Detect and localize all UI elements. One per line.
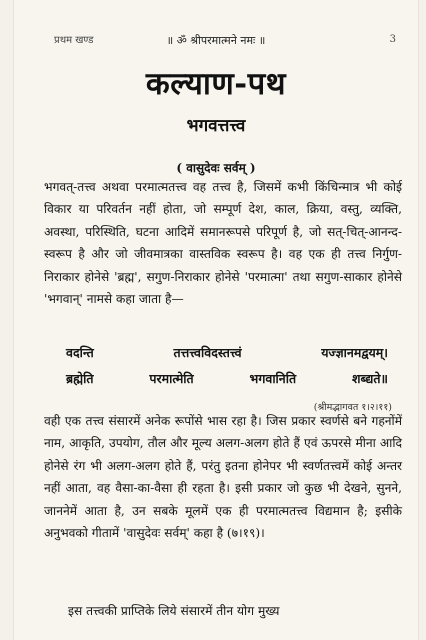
verse-line-1 — [66, 340, 388, 366]
verse-word: तत्तत्त्वविदस्तत्त्वं — [173, 345, 242, 360]
verse-word: शब्द्यते॥ — [351, 371, 388, 386]
section-title: भगवत्तत्त्व — [186, 116, 246, 136]
verse-word: यज्ज्ञानमद्वयम्। — [321, 345, 388, 360]
paragraph-1-text: भगवत्-तत्त्व अथवा परमात्मतत्त्व वह तत्त्व है, जिसमें कभी किंचिन्मात्र भी कोई विकार या परिवर्तन नहीं होता, जो सम्पूर्ण देश, काल, क्रिया, वस्तु, व्यक्ति, अवस्था, परिस्थिति, घटना आदिमें समानरूपसे परिपूर्ण है, जो सत्-चित्-आनन्द-स्वरूप है और जो जीवमात्रका वास्तविक स्वरूप है। वह एक ही तत्त्व निर्गुण-निराकार होनेसे 'ब्रह्म', सगुण-निराकार होनेसे 'परमात्मा' तथा सगुण-साकार होनेसे 'भगवान्' नामसे कहा जाता है— — [44, 180, 402, 307]
page-number: 3 — [389, 33, 396, 45]
section-subheading: ( वासुदेवः सर्वम् ) — [176, 161, 256, 175]
page-title: कल्याण-पथ — [145, 66, 287, 102]
verse-line-2 — [66, 366, 388, 392]
sanskrit-verse — [66, 340, 388, 392]
verse-citation: (श्रीमद्भागवत १।२।११) — [313, 402, 392, 413]
paragraph-2 — [44, 410, 402, 544]
paragraph-1 — [44, 176, 402, 310]
verse-word: परमात्मेति — [149, 371, 194, 386]
paragraph-3 — [44, 600, 402, 622]
verse-word: ब्रह्मेति — [66, 371, 94, 386]
paragraph-2-text: वही एक तत्त्व संसारमें अनेक रूपोंसे भास रहा है। जिस प्रकार स्वर्णसे बने गहनोंमें नाम, आकृति, उपयोग, तौल और मूल्य अलग-अलग होते हैं एवं ऊपरसे मीना आदि होनेसे रंग भी अलग-अलग होते हैं, परंतु इतना होनेपर भी स्वर्णतत्त्वमें कोई अन्तर नहीं आता, वह वैसा-का-वैसा ही रहता है। इसी प्रकार जो कुछ भी देखने, सुनने, जाननेमें आता है, उन सबके मूलमें एक ही परमात्मतत्त्व विद्यमान है; इसीके अनुभवको गीतामें 'वासुदेवः सर्वम्' कहा है (७।१९)। — [44, 414, 402, 541]
running-header-left: प्रथम खण्ड — [54, 35, 94, 46]
verse-word: भगवानिति — [249, 371, 297, 386]
book-page — [14, 0, 418, 640]
paragraph-3-text: इस तत्त्वकी प्राप्तिके लिये संसारमें तीन योग मुख्य — [68, 604, 280, 618]
verse-word: वदन्ति — [66, 345, 94, 360]
invocation-line: ॥ ॐ श्रीपरमात्मने नमः ॥ — [166, 34, 266, 47]
